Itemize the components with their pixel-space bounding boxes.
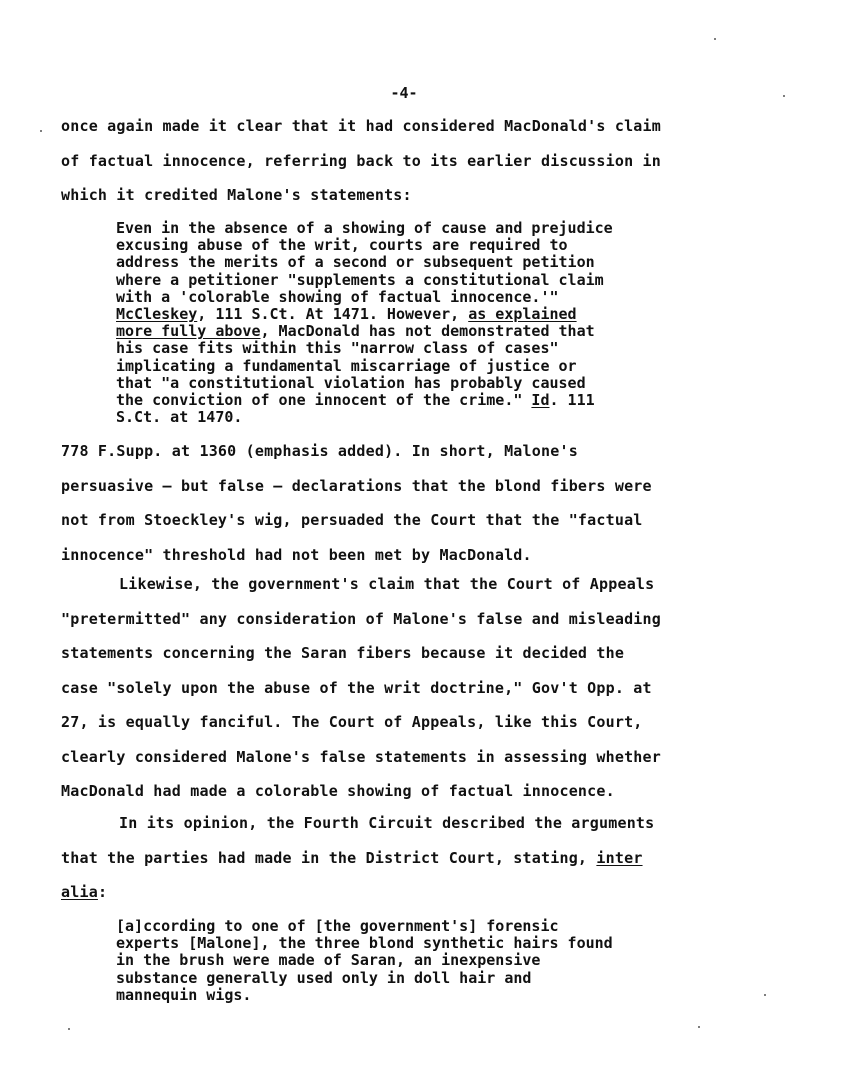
text-line [61,875,781,910]
quote-line: in the brush were made of Saran, an inexpensive [116,951,541,970]
block-quote-2 [116,918,736,1004]
quote-text: . 111 [549,390,595,409]
body-text: : [97,883,108,901]
scan-speck [698,1026,700,1028]
text-line: 27, is equally fanciful. The Court of Appeals, like this Court, [61,713,643,731]
quote-text: the conviction of one innocent of the crime." [116,390,532,409]
paragraph-3 [61,567,781,809]
case-citation: McCleskey [116,304,198,323]
quote-line [116,392,736,409]
scan-speck [764,994,766,996]
emphasis-text: more fully above [116,322,261,341]
block-quote-1 [116,220,736,426]
quote-line: S.Ct. at 1470. [116,408,243,427]
emphasis-text: as explained [468,304,577,323]
text-line: 778 F.Supp. at 1360 (emphasis added). In short, Malone's [61,442,578,460]
text-line [61,841,781,876]
quote-line: substance generally used only in doll hair and [116,968,532,987]
text-line: case "solely upon the abuse of the writ doctrine," Gov't Opp. at [61,678,652,697]
text-line: persuasive — but false — declarations that the blond fibers were [61,476,652,495]
paragraph-2 [61,434,781,572]
text-line: which it credited Malone's statements: [61,186,412,204]
quote-text: , MacDonald has not demonstrated that [260,322,595,341]
quote-line [116,323,736,340]
page-number: -4- [390,84,418,102]
quote-line: where a petitioner "supplements a constitutional claim [116,270,604,289]
scan-speck [68,1028,70,1030]
body-text: that the parties had made in the District Court, stating, [61,848,597,867]
emphasis-text: alia [61,883,98,901]
quote-line: his case fits within this "narrow class of cases" [116,339,559,358]
quote-line: mannequin wigs. [116,985,252,1004]
text-line: not from Stoeckley's wig, persuaded the Court that the "factual [61,511,643,529]
quote-text: , 111 S.Ct. At 1471. However, [197,304,469,323]
id-citation: Id [531,390,550,409]
quote-line: excusing abuse of the writ, courts are required to [116,236,568,255]
quote-line: experts [Malone], the three blond synthetic hairs found [116,934,613,953]
quote-line: implicating a fundamental miscarriage of justice or [116,356,577,375]
text-line: statements concerning the Saran fibers because it decided the [61,644,625,662]
scan-speck [714,38,716,40]
text-line: once again made it clear that it had considered MacDonald's claim [61,117,661,135]
quote-line: address the merits of a second or subsequent petition [116,253,595,272]
paragraph-1 [61,109,781,213]
text-line: clearly considered Malone's false statements in assessing whether [61,747,661,766]
scan-speck [783,95,785,97]
quote-line: with a 'colorable showing of factual innocence.'" [116,287,559,306]
text-line: Likewise, the government's claim that the Court of Appeals [119,575,655,593]
quote-line: Even in the absence of a showing of cause and prejudice [116,219,613,237]
scan-speck [40,130,42,132]
quote-line [116,306,736,323]
quote-line: that "a constitutional violation has probably caused [116,373,586,392]
text-line: MacDonald had made a colorable showing of factual innocence. [61,782,615,800]
paragraph-4 [61,806,781,910]
text-line: In its opinion, the Fourth Circuit described the arguments [119,814,655,832]
text-line: innocence" threshold had not been met by MacDonald. [61,545,532,564]
emphasis-text: inter [596,848,643,867]
quote-line: [a]ccording to one of [the government's] forensic [116,917,559,935]
text-line: "pretermitted" any consideration of Malone's false and misleading [61,609,661,628]
text-line: of factual innocence, referring back to its earlier discussion in [61,151,661,170]
